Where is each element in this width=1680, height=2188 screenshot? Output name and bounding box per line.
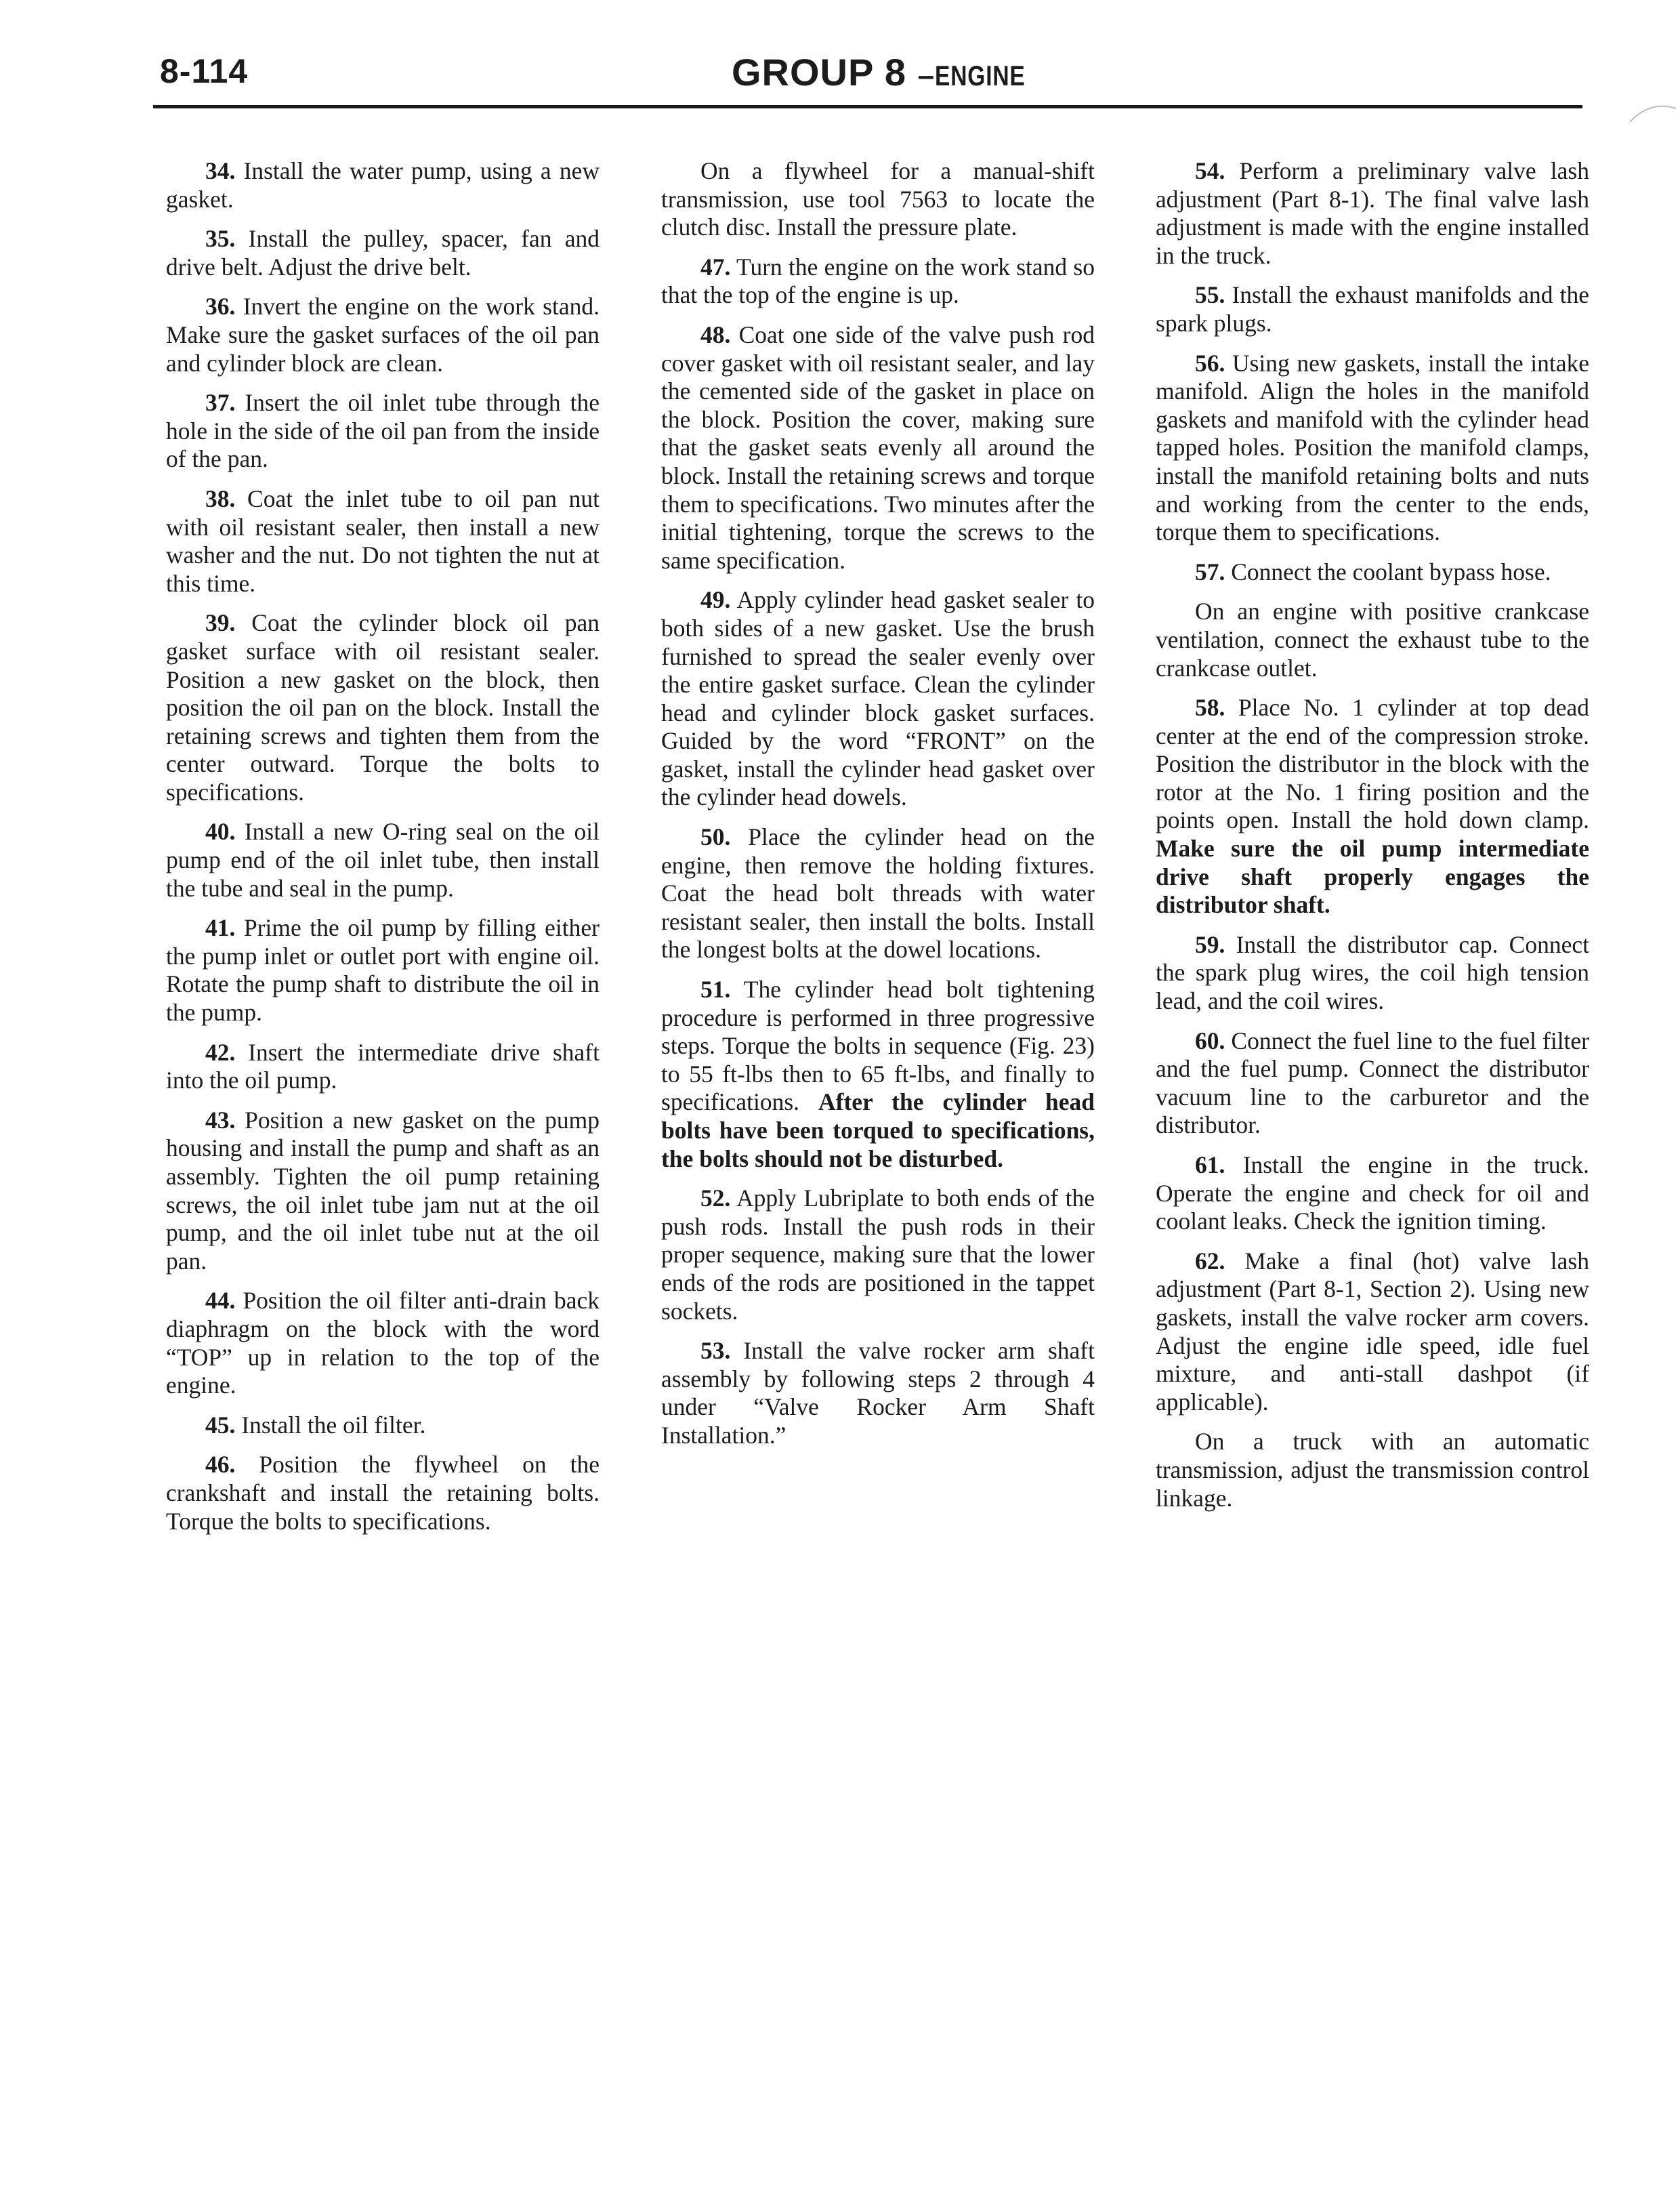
step-number: 41. bbox=[205, 914, 236, 942]
step-number: 49. bbox=[700, 586, 731, 614]
step-53 bbox=[661, 1337, 1095, 1449]
step-34 bbox=[166, 157, 600, 213]
step-number: 48. bbox=[700, 321, 731, 348]
step-number: 42. bbox=[205, 1038, 236, 1066]
note-crankcase-ventilation bbox=[1156, 598, 1589, 682]
step-text: On a flywheel for a manual-shift transmission, use tool 7563 to locate the clutch disc. Install the pressure plate. bbox=[661, 157, 1095, 241]
step-text: Install the pulley, spacer, fan and drive belt. Adjust the drive belt. bbox=[166, 225, 600, 281]
note-flywheel-manual-shift bbox=[661, 157, 1095, 242]
step-49 bbox=[661, 586, 1095, 812]
step-text: Position the oil filter anti-drain back diaphragm on the block with the word “TOP” up in relation to the top of the engine. bbox=[166, 1287, 600, 1399]
step-51 bbox=[661, 976, 1095, 1173]
step-44 bbox=[166, 1287, 600, 1399]
step-46 bbox=[166, 1451, 600, 1535]
step-text: Invert the engine on the work stand. Make sure the gasket surfaces of the oil pan and cylinder block are clean. bbox=[166, 293, 600, 377]
step-number: 57. bbox=[1195, 558, 1225, 585]
step-39 bbox=[166, 609, 600, 806]
step-43 bbox=[166, 1107, 600, 1276]
step-42 bbox=[166, 1039, 600, 1095]
step-text: Perform a preliminary valve lash adjustment (Part 8-1). The final valve lash adjustment is made with the engine installed in the truck. bbox=[1156, 157, 1589, 269]
step-warning: Make sure the oil pump intermediate drive shaft properly engages the distributor shaft. bbox=[1156, 835, 1589, 919]
step-text: Install the exhaust manifolds and the spark plugs. bbox=[1156, 281, 1589, 337]
step-text: Position a new gasket on the pump housing and install the pump and shaft as an assembly. Tighten the oil pump retaining screws, the oil inlet tube jam nut at the oil pump, and the oil inlet tube nut at the oil pan. bbox=[166, 1106, 600, 1275]
step-text: Install the distributor cap. Connect the spark plug wires, the coil high tension lead, and the coil wires. bbox=[1156, 930, 1589, 1015]
step-text: Insert the intermediate drive shaft into the oil pump. bbox=[166, 1038, 600, 1094]
step-number: 61. bbox=[1195, 1151, 1225, 1178]
header-rule bbox=[153, 105, 1582, 108]
step-warning: After the cylinder head bolts have been torqued to specifications, the bolts should not be disturbed. bbox=[661, 1088, 1095, 1172]
step-text: Using new gaskets, install the intake manifold. Align the holes in the manifold gaskets and manifold with the cylinder head tapped holes. Position the manifold clamps, install the manifold retaining bolts and nuts and working from the center to the ends, torque them to specifications. bbox=[1156, 349, 1589, 546]
step-text: Connect the fuel line to the fuel filter and the fuel pump. Connect the distributor vacuum line to the carburetor and the distributor. bbox=[1156, 1027, 1589, 1139]
step-number: 50. bbox=[700, 823, 731, 851]
page-header bbox=[153, 49, 1582, 110]
step-text: On an engine with positive crankcase ventilation, connect the exhaust tube to the crankcase outlet. bbox=[1156, 598, 1589, 682]
step-number: 54. bbox=[1195, 157, 1225, 184]
step-text: Prime the oil pump by filling either the pump inlet or outlet port with engine oil. Rotate the pump shaft to distribute the oil in the pump. bbox=[166, 914, 600, 1027]
step-number: 38. bbox=[205, 484, 236, 512]
step-number: 37. bbox=[205, 389, 236, 417]
step-number: 44. bbox=[205, 1287, 236, 1315]
step-text: Place the cylinder head on the engine, then remove the holding fixtures. Coat the head bolt threads with water resistant sealer, then install the bolts. Install the longest bolts at the dowel locations. bbox=[661, 823, 1095, 964]
step-47 bbox=[661, 253, 1095, 310]
step-61 bbox=[1156, 1151, 1589, 1236]
section-label: ENGINE bbox=[935, 60, 1026, 91]
step-48 bbox=[661, 321, 1095, 575]
step-36 bbox=[166, 293, 600, 377]
step-number: 43. bbox=[205, 1106, 236, 1134]
step-41 bbox=[166, 914, 600, 1027]
step-text: Install a new O-ring seal on the oil pump end of the oil inlet tube, then install the tube and seal in the pump. bbox=[166, 818, 600, 902]
title-separator: – bbox=[917, 59, 936, 92]
step-45 bbox=[166, 1411, 600, 1440]
step-58 bbox=[1156, 694, 1589, 920]
step-56 bbox=[1156, 350, 1589, 547]
step-55 bbox=[1156, 281, 1589, 337]
running-title bbox=[732, 50, 1048, 94]
step-40 bbox=[166, 818, 600, 903]
step-number: 46. bbox=[205, 1451, 236, 1479]
group-label: GROUP 8 bbox=[732, 51, 907, 94]
step-text: Place No. 1 cylinder at top dead center at the end of the compression stroke. Position the distributor in the block with the rotor at the No. 1 firing position and the points open. Install the hold down clamp. bbox=[1156, 694, 1589, 834]
step-35 bbox=[166, 225, 600, 281]
step-text: Coat the inlet tube to oil pan nut with oil resistant sealer, then install a new washer and the nut. Do not tighten the nut at this time. bbox=[166, 484, 600, 597]
step-text: Install the valve rocker arm shaft assembly by following steps 2 through 4 under “Valve Rocker Arm Shaft Installation.” bbox=[661, 1337, 1095, 1449]
step-text: Install the oil filter. bbox=[235, 1411, 426, 1439]
step-number: 40. bbox=[205, 818, 236, 846]
step-number: 62. bbox=[1195, 1247, 1225, 1275]
step-50 bbox=[661, 823, 1095, 964]
step-text: Position the flywheel on the crankshaft and install the retaining bolts. Torque the bolts to specifications. bbox=[166, 1451, 600, 1535]
text-column-1 bbox=[166, 157, 600, 1547]
step-number: 60. bbox=[1195, 1027, 1225, 1054]
step-number: 39. bbox=[205, 609, 236, 637]
step-number: 58. bbox=[1195, 694, 1225, 722]
step-number: 52. bbox=[700, 1184, 731, 1212]
step-number: 47. bbox=[700, 253, 731, 281]
step-text: Turn the engine on the work stand so that the top of the engine is up. bbox=[661, 253, 1095, 309]
step-text: Install the water pump, using a new gasket. bbox=[166, 157, 600, 213]
step-text: The cylinder head bolt tightening procedure is performed in three progressive steps. Torque the bolts in sequence (Fig. 23) to 55 ft-lbs then to 65 ft-lbs, and finally to specifications. bbox=[661, 976, 1095, 1116]
step-text: Connect the coolant bypass hose. bbox=[1225, 558, 1551, 585]
step-number: 34. bbox=[205, 157, 236, 184]
step-text: Coat one side of the valve push rod cover gasket with oil resistant sealer, and lay the cemented side of the gasket in place on the block. Position the cover, making sure that the gasket seats evenly all around the block. Install the retaining screws and torque them to specifications. Two minutes after the initial tightening, torque the screws to the same specification. bbox=[661, 321, 1095, 574]
step-38 bbox=[166, 485, 600, 598]
step-57 bbox=[1156, 558, 1589, 587]
page-corner-mark bbox=[1623, 95, 1677, 149]
step-number: 56. bbox=[1195, 349, 1225, 377]
step-60 bbox=[1156, 1027, 1589, 1140]
step-number: 35. bbox=[205, 225, 236, 253]
step-text: On a truck with an automatic transmission, adjust the transmission control linkage. bbox=[1156, 1428, 1589, 1512]
text-column-2 bbox=[661, 157, 1095, 1462]
step-number: 51. bbox=[700, 976, 731, 1004]
step-number: 53. bbox=[700, 1337, 731, 1365]
step-number: 59. bbox=[1195, 930, 1225, 958]
text-column-3 bbox=[1156, 157, 1589, 1524]
step-text: Make a final (hot) valve lash adjustment (Part 8-1, Section 2). Using new gaskets, install the valve rocker arm covers. Adjust the engine idle speed, idle fuel mixture, and anti-stall dashpot (if applicable). bbox=[1156, 1247, 1589, 1416]
step-62 bbox=[1156, 1247, 1589, 1417]
step-text: Insert the oil inlet tube through the hole in the side of the oil pan from the inside of the pan. bbox=[166, 389, 600, 473]
step-text: Apply cylinder head gasket sealer to both sides of a new gasket. Use the brush furnished to spread the sealer evenly over the entire gasket surface. Clean the cylinder head and cylinder block gasket surfaces. Guided by the word “FRONT” on the gasket, install the cylinder head gasket over the cylinder head dowels. bbox=[661, 586, 1095, 811]
step-37 bbox=[166, 389, 600, 474]
step-text: Install the engine in the truck. Operate the engine and check for oil and coolant leaks. Check the ignition timing. bbox=[1156, 1151, 1589, 1235]
step-text: Coat the cylinder block oil pan gasket surface with oil resistant sealer. Position a new gasket on the block, then position the oil pan on the block. Install the retaining screws and tighten them from the center outward. Torque the bolts to specifications. bbox=[166, 609, 600, 806]
step-text: Apply Lubriplate to both ends of the push rods. Install the push rods in their proper sequence, making sure that the lower ends of the rods are positioned in the tappet sockets. bbox=[661, 1184, 1095, 1325]
page-number: 8-114 bbox=[160, 52, 249, 90]
step-number: 55. bbox=[1195, 281, 1225, 309]
note-automatic-transmission bbox=[1156, 1428, 1589, 1512]
step-number: 36. bbox=[205, 293, 236, 321]
step-52 bbox=[661, 1184, 1095, 1325]
step-number: 45. bbox=[205, 1411, 236, 1439]
step-54 bbox=[1156, 157, 1589, 270]
step-59 bbox=[1156, 931, 1589, 1016]
